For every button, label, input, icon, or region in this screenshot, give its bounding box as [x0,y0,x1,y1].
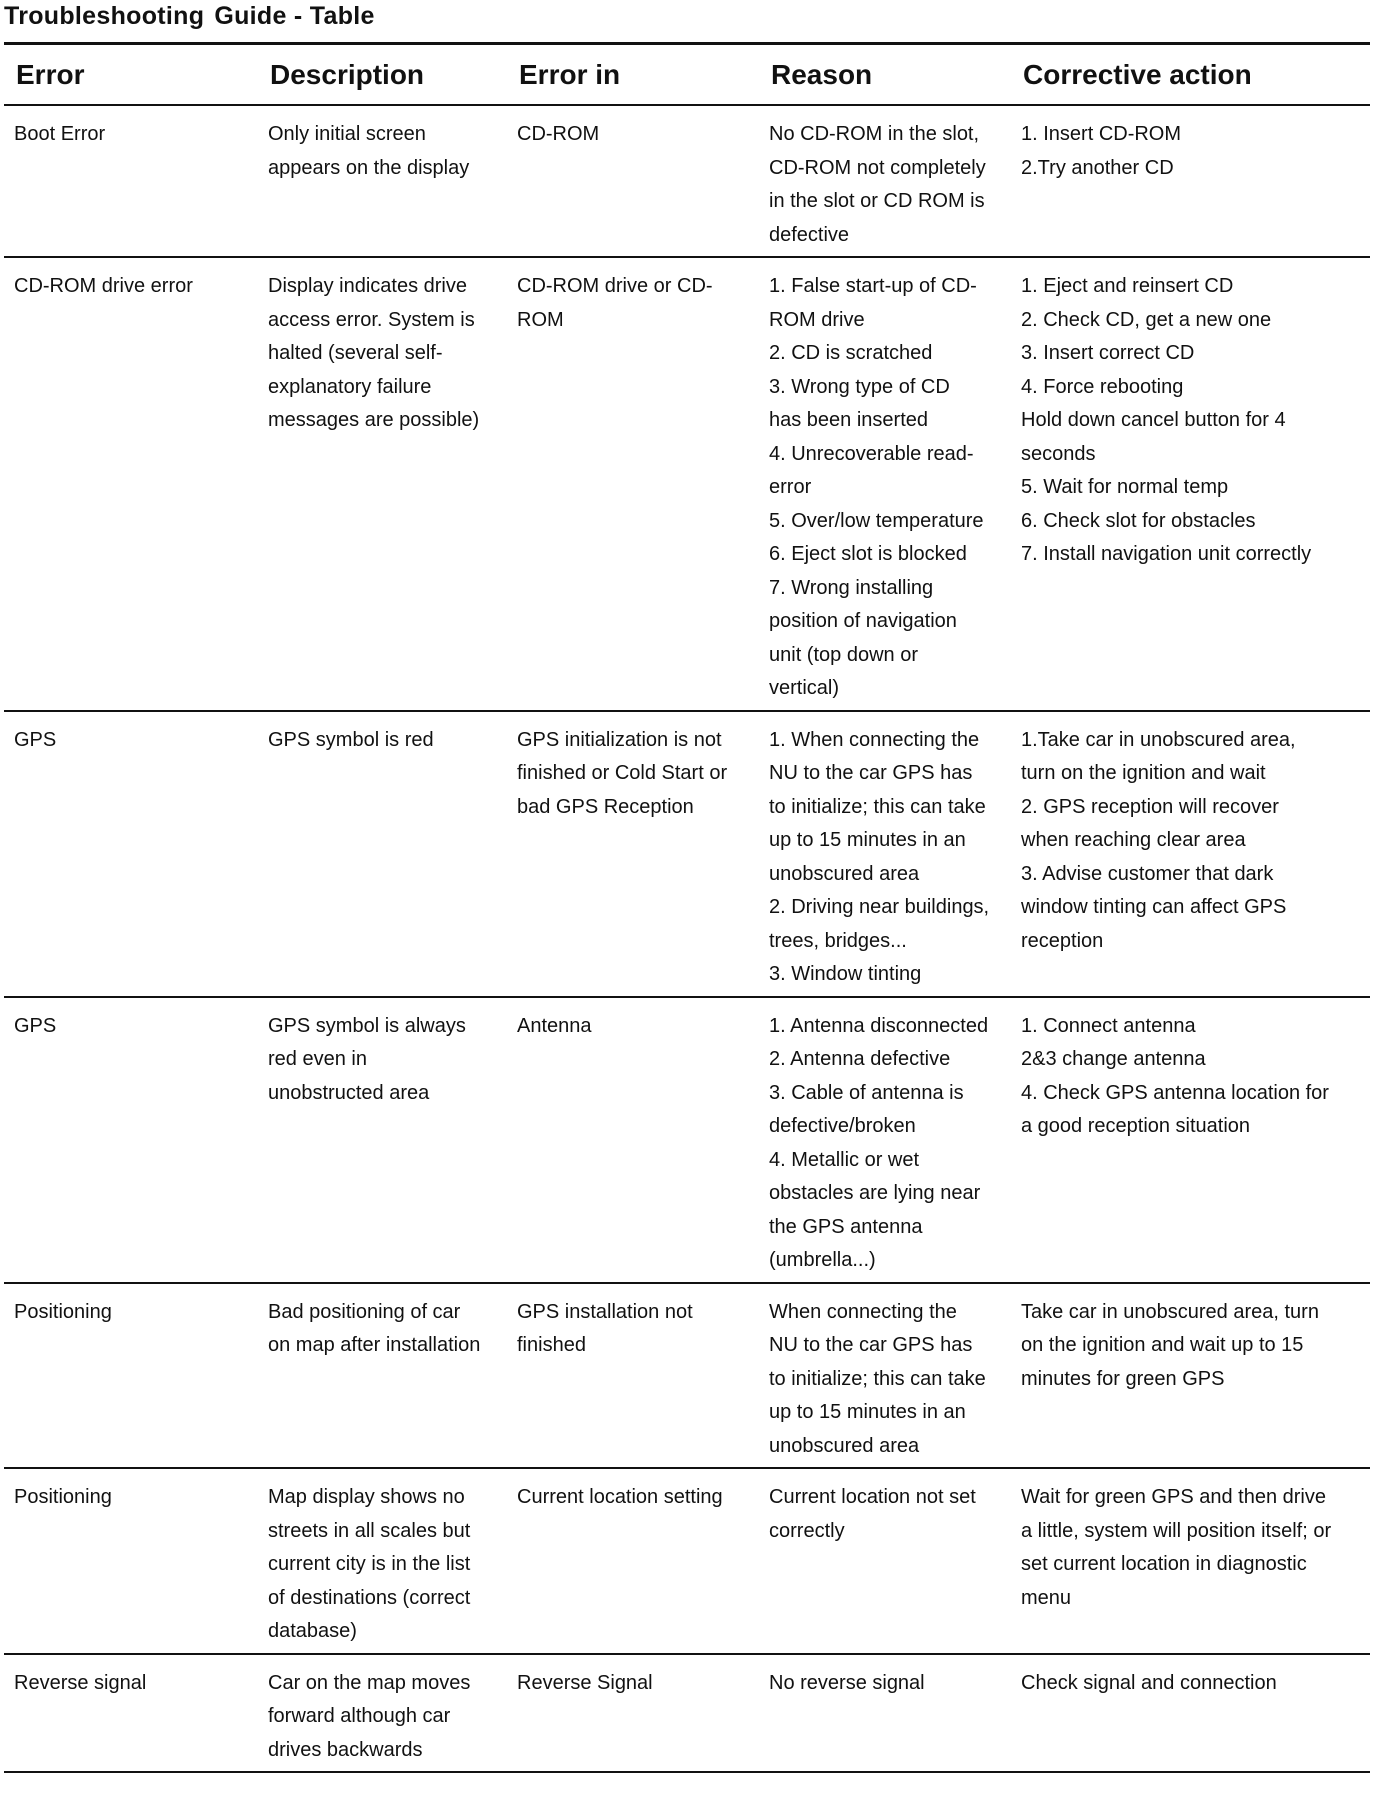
column-header-error: Error [4,46,258,105]
cell-reason: Current location not set correctly [759,1468,1011,1654]
header-row [4,46,1370,105]
cell-description: Only initial screen appears on the display [258,105,507,257]
table-row [4,997,1370,1283]
page-title [4,2,375,31]
table-header [4,46,1370,105]
cell-error: Boot Error [4,105,258,257]
cell-reason: No CD-ROM in the slot, CD-ROM not completely in the slot or CD ROM is defective [759,105,1011,257]
cell-corrective-action: 1. Eject and reinsert CD 2. Check CD, get a new one 3. Insert correct CD 4. Force rebooting Hold down cancel button for 4 seconds 5. Wait for normal temp 6. Check slot for obstacles 7. Install navigation unit correctly [1011,257,1370,711]
table-row [4,1283,1370,1469]
cell-description: Map display shows no streets in all scales but current city is in the list of destinations (correct database) [258,1468,507,1654]
cell-corrective-action: 1. Insert CD-ROM 2.Try another CD [1011,105,1370,257]
cell-corrective-action: 1. Connect antenna 2&3 change antenna 4. Check GPS antenna location for a good reception situation [1011,997,1370,1283]
cell-error: Reverse signal [4,1654,258,1773]
cell-error-in: Current location setting [507,1468,759,1654]
column-header-error-in: Error in [507,46,759,105]
cell-error: CD-ROM drive error [4,257,258,711]
cell-reason: 1. When connecting the NU to the car GPS has to initialize; this can take up to 15 minutes in an unobscured area 2. Driving near buildings, trees, bridges... 3. Window tinting [759,711,1011,997]
cell-description: GPS symbol is red [258,711,507,997]
cell-corrective-action: 1.Take car in unobscured area, turn on the ignition and wait 2. GPS reception will recover when reaching clear area 3. Advise customer that dark window tinting can affect GPS reception [1011,711,1370,997]
table-row [4,1654,1370,1773]
title-part-1: Troubleshooting [4,2,205,30]
cell-reason: When connecting the NU to the car GPS has to initialize; this can take up to 15 minutes in an unobscured area [759,1283,1011,1469]
cell-error: Positioning [4,1283,258,1469]
cell-description: GPS symbol is always red even in unobstructed area [258,997,507,1283]
table-row [4,257,1370,711]
cell-description: Bad positioning of car on map after installation [258,1283,507,1469]
top-rule [4,42,1370,45]
column-header-corrective-action: Corrective action [1011,46,1370,105]
cell-error-in: Antenna [507,997,759,1283]
title-part-2: Guide - Table [214,2,375,30]
cell-corrective-action: Take car in unobscured area, turn on the ignition and wait up to 15 minutes for green GPS [1011,1283,1370,1469]
column-header-reason: Reason [759,46,1011,105]
cell-reason: 1. False start-up of CD- ROM drive 2. CD is scratched 3. Wrong type of CD has been inserted 4. Unrecoverable read- error 5. Over/low temperature 6. Eject slot is blocked 7. Wrong installing position of navigation unit (top down or vertical) [759,257,1011,711]
table-body [4,105,1370,1772]
cell-error-in: GPS installation not finished [507,1283,759,1469]
table-row [4,105,1370,257]
troubleshooting-table [4,46,1370,1773]
cell-error-in: Reverse Signal [507,1654,759,1773]
cell-description: Car on the map moves forward although car drives backwards [258,1654,507,1773]
cell-error: GPS [4,997,258,1283]
cell-reason: No reverse signal [759,1654,1011,1773]
cell-reason: 1. Antenna disconnected 2. Antenna defective 3. Cable of antenna is defective/broken 4. Metallic or wet obstacles are lying near the GPS antenna (umbrella...) [759,997,1011,1283]
column-header-description: Description [258,46,507,105]
cell-corrective-action: Check signal and connection [1011,1654,1370,1773]
cell-description: Display indicates drive access error. System is halted (several self- explanatory failure messages are possible) [258,257,507,711]
cell-error: Positioning [4,1468,258,1654]
table-row [4,711,1370,997]
table-row [4,1468,1370,1654]
cell-error-in: CD-ROM [507,105,759,257]
cell-corrective-action: Wait for green GPS and then drive a little, system will position itself; or set current location in diagnostic menu [1011,1468,1370,1654]
cell-error-in: GPS initialization is not finished or Cold Start or bad GPS Reception [507,711,759,997]
cell-error: GPS [4,711,258,997]
cell-error-in: CD-ROM drive or CD- ROM [507,257,759,711]
